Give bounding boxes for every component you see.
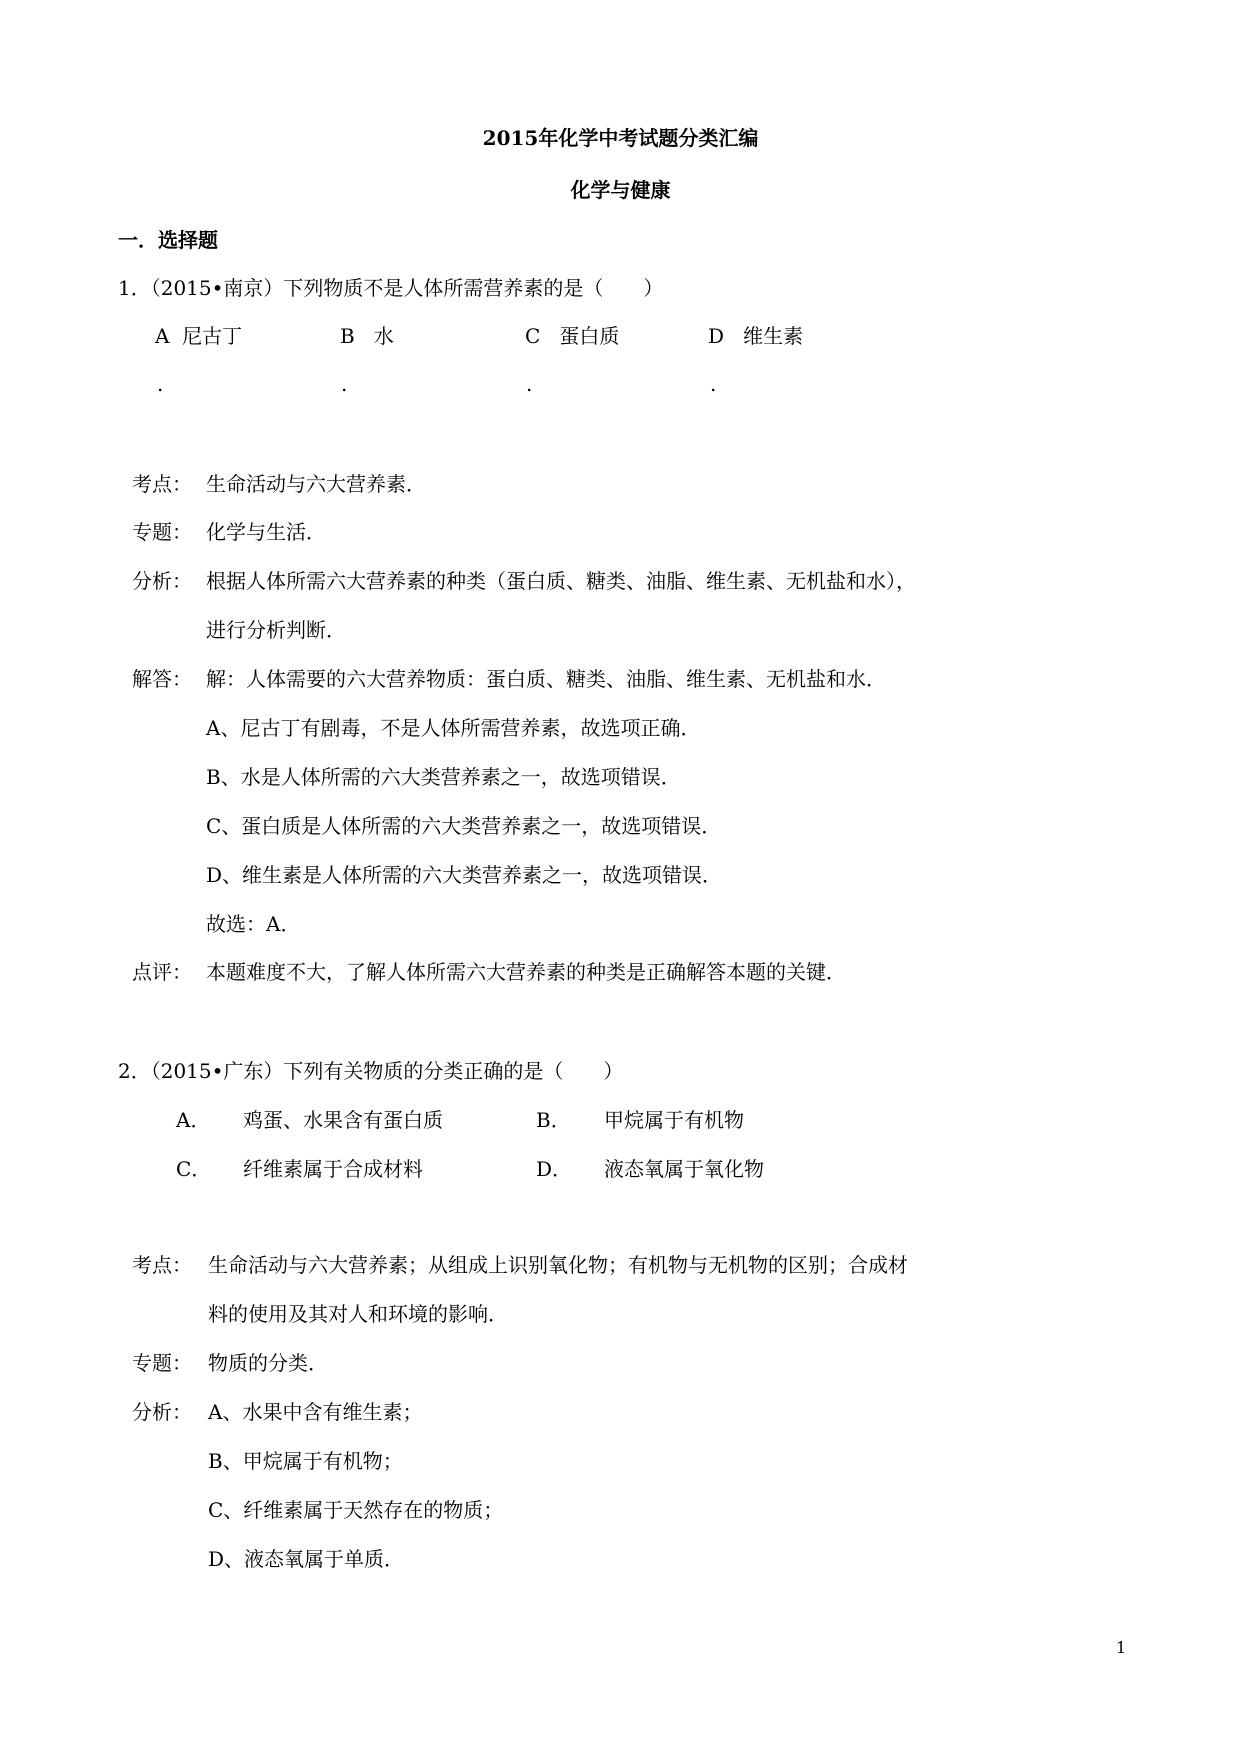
q2-kaodian-label: 考点：: [132, 1253, 192, 1277]
q1-option-d-letter: D: [708, 324, 725, 348]
q1-option-a-letter: A: [155, 324, 170, 348]
q2-zhuanti-label: 专题：: [132, 1351, 192, 1375]
q1-option-a: [155, 326, 242, 346]
q1-option-b-text: 水: [373, 324, 394, 348]
q2-option-c-text: 纤维素属于合成材料: [243, 1157, 423, 1181]
q1-jieda-line-4: C、蛋白质是人体所需的六大类营养素之一，故选项错误．: [206, 814, 722, 838]
q1-jieda-line-1: 解：人体需要的六大营养物质：蛋白质、糖类、油脂、维生素、无机盐和水．: [206, 667, 886, 691]
q1-jieda-line-5: D、维生素是人体所需的六大类营养素之一，故选项错误．: [206, 863, 723, 887]
q1-option-d-text: 维生素: [743, 324, 804, 348]
q1-zhuanti-label: 专题：: [132, 520, 192, 544]
q1-kaodian-label: 考点：: [132, 472, 192, 496]
q1-dianping-text: 本题难度不大，了解人体所需六大营养素的种类是正确解答本题的关键．: [206, 960, 846, 984]
question-2-stem: 2．（2015•广东）下列有关物质的分类正确的是（ ）: [118, 1059, 624, 1083]
q2-fenxi-line-2: B、甲烷属于有机物；: [208, 1449, 403, 1473]
page-subtitle: 化学与健康: [570, 178, 671, 202]
q1-option-a-dot: .: [157, 372, 164, 396]
q2-option-a-letter: A．: [176, 1108, 211, 1132]
page-number: 1: [1116, 1638, 1127, 1657]
q2-fenxi-line-1: A、水果中含有维生素；: [208, 1400, 423, 1424]
q2-zhuanti-text: 物质的分类．: [208, 1351, 328, 1375]
q1-zhuanti-text: 化学与生活．: [206, 520, 326, 544]
q2-fenxi-line-4: D、液态氧属于单质．: [208, 1547, 405, 1571]
q2-kaodian-line-2: 料的使用及其对人和环境的影响．: [208, 1302, 508, 1326]
q1-jieda-line-2: A、尼古丁有剧毒，不是人体所需营养素，故选项正确．: [206, 716, 701, 740]
q1-option-b-dot: .: [341, 372, 348, 396]
q1-option-c-text: 蛋白质: [559, 324, 620, 348]
q1-option-b-letter: B: [340, 324, 355, 348]
q1-option-d: [708, 326, 803, 346]
q2-option-d-text: 液态氧属于氧化物: [604, 1157, 764, 1181]
q2-option-c-letter: C．: [176, 1157, 212, 1181]
q1-jieda-label: 解答：: [132, 667, 192, 691]
q2-kaodian-line-1: 生命活动与六大营养素；从组成上识别氧化物；有机物与无机物的区别；合成材: [208, 1253, 908, 1277]
q1-option-c-dot: .: [526, 372, 533, 396]
q2-fenxi-line-3: C、纤维素属于天然存在的物质；: [208, 1498, 504, 1522]
q1-option-a-text: 尼古丁: [182, 324, 243, 348]
q2-option-d-letter: D．: [536, 1157, 573, 1181]
q2-option-b-letter: B．: [536, 1108, 571, 1132]
q2-option-b-text: 甲烷属于有机物: [604, 1108, 744, 1132]
q1-fenxi-line-1: 根据人体所需六大营养素的种类（蛋白质、糖类、油脂、维生素、无机盐和水），: [206, 569, 916, 593]
question-1-stem: 1．（2015•南京）下列物质不是人体所需营养素的是（ ）: [118, 276, 664, 300]
q2-option-a-text: 鸡蛋、水果含有蛋白质: [243, 1108, 443, 1132]
q1-fenxi-label: 分析：: [132, 569, 192, 593]
q1-option-c: [525, 326, 619, 346]
q1-fenxi-line-2: 进行分析判断．: [206, 618, 346, 642]
section-heading: 一．选择题: [118, 228, 218, 252]
q1-option-c-letter: C: [525, 324, 541, 348]
q1-option-d-dot: .: [710, 372, 717, 396]
q1-option-b: [340, 326, 394, 346]
q1-jieda-line-6: 故选：A．: [206, 912, 301, 936]
q1-dianping-label: 点评：: [132, 960, 192, 984]
page-title: 2015年化学中考试题分类汇编: [482, 126, 759, 150]
q2-fenxi-label: 分析：: [132, 1400, 192, 1424]
q1-kaodian-text: 生命活动与六大营养素．: [206, 472, 426, 496]
q1-jieda-line-3: B、水是人体所需的六大类营养素之一，故选项错误．: [206, 765, 681, 789]
